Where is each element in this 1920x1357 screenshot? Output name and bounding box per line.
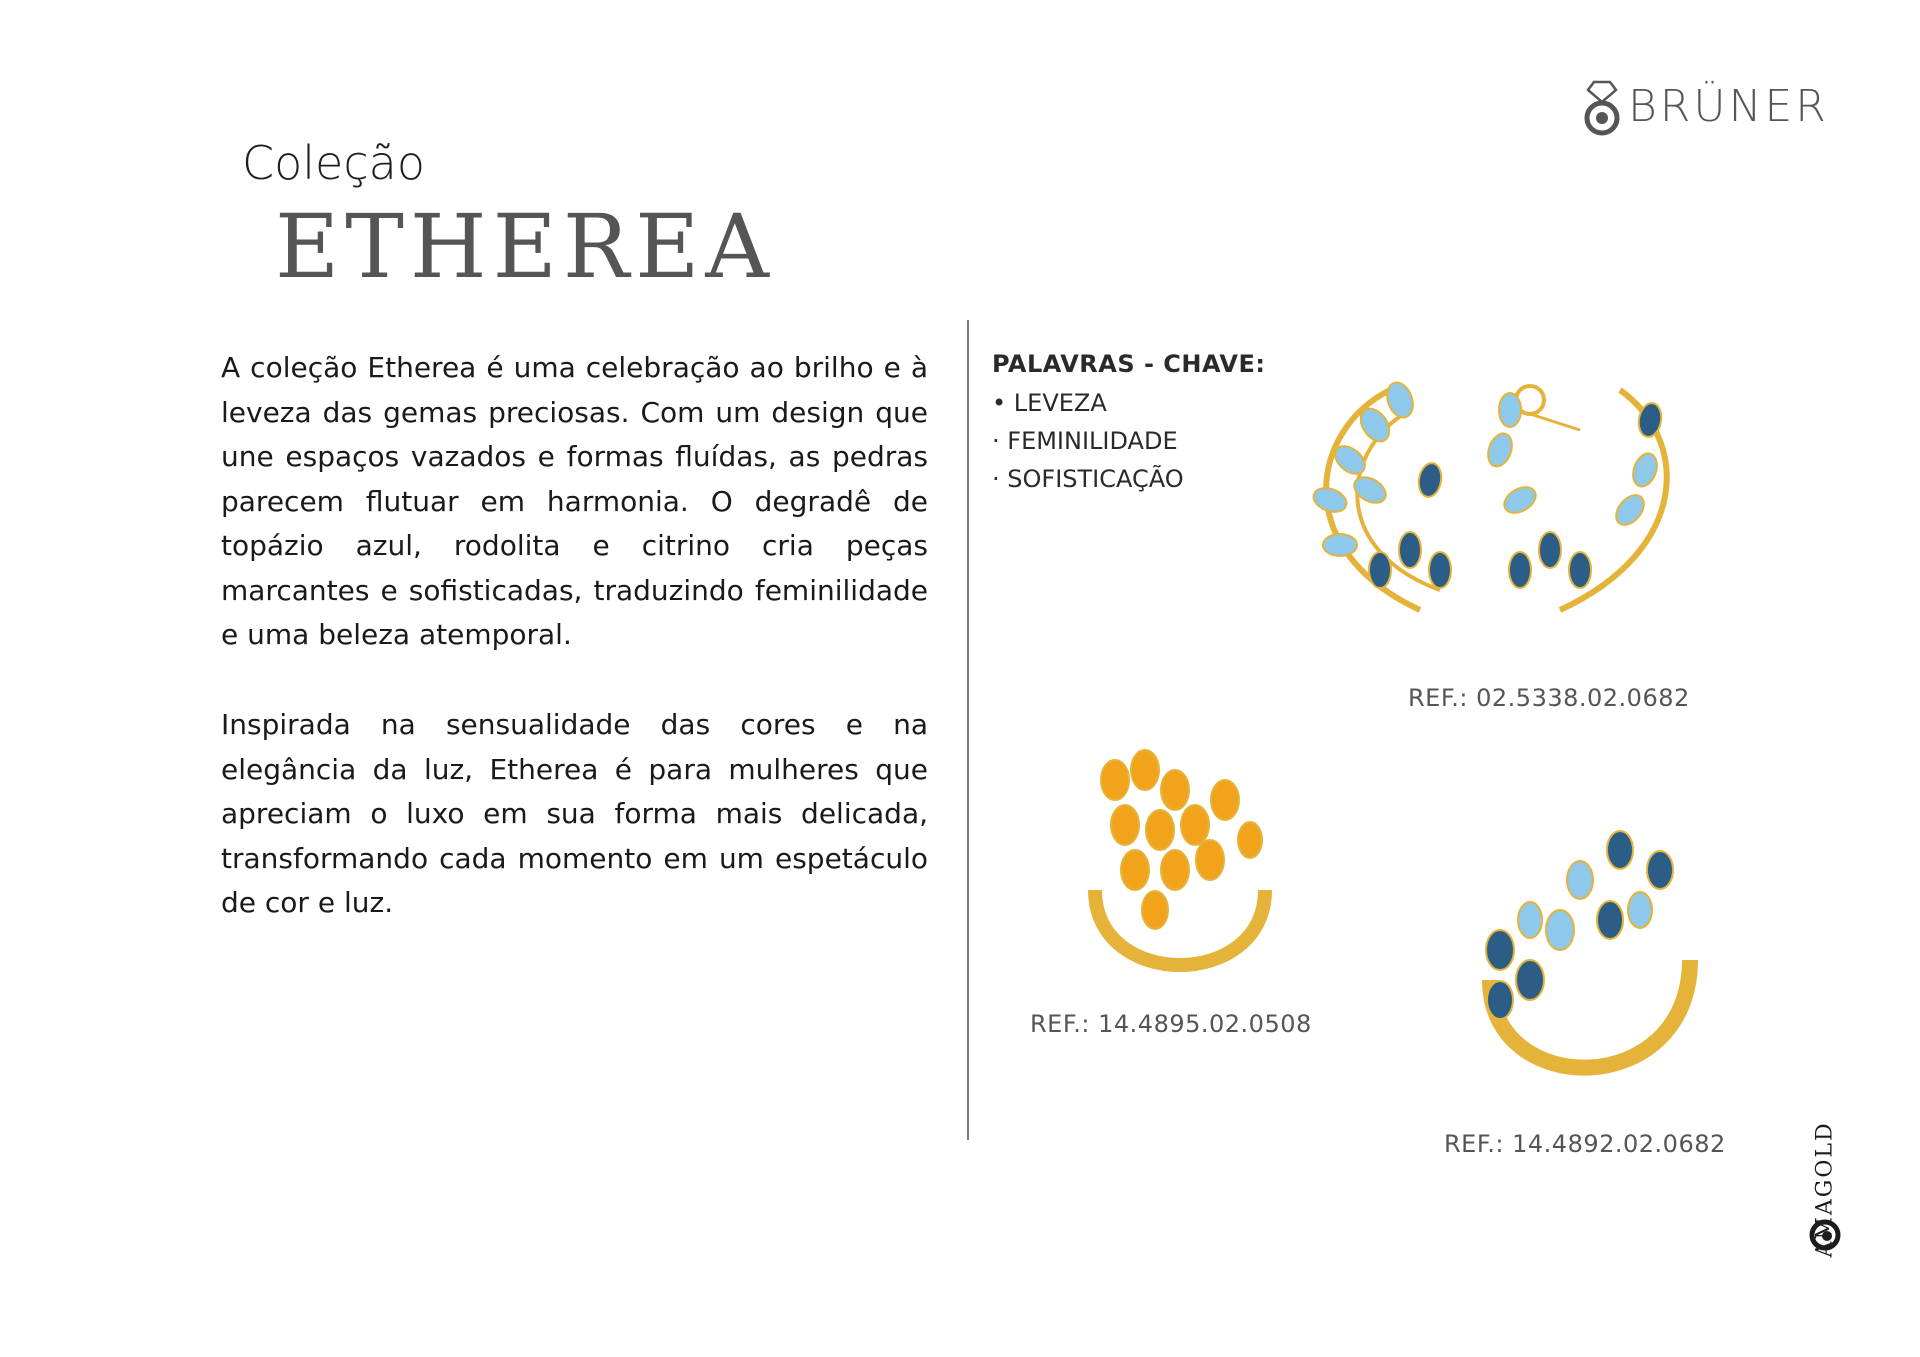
collection-title: ETHEREA bbox=[275, 195, 775, 298]
brand-name: BRÜNER bbox=[1628, 80, 1829, 132]
vertical-divider bbox=[967, 320, 969, 1140]
keyword-item: • LEVEZA bbox=[992, 389, 1107, 417]
collection-label: Coleção bbox=[242, 136, 425, 190]
amagold-name: AMAGOLD bbox=[1812, 1121, 1838, 1258]
product-ref-earrings: REF.: 02.5338.02.0682 bbox=[1408, 684, 1690, 712]
keywords-title: PALAVRAS - CHAVE: bbox=[992, 350, 1266, 378]
product-ref-topaz-ring: REF.: 14.4892.02.0682 bbox=[1444, 1130, 1726, 1158]
diamond-ring-icon bbox=[1580, 76, 1624, 136]
product-ref-citrine-ring: REF.: 14.4895.02.0508 bbox=[1030, 1010, 1312, 1038]
description-paragraph-2: Inspirada na sensualidade das cores e na elegância da luz, Etherea é para mulheres que apreciam o luxo em sua forma mais delicada, transformando cada momento em um espetáculo de cor e luz. bbox=[221, 708, 928, 919]
keyword-item: · SOFISTICAÇÃO bbox=[992, 465, 1184, 493]
brand-logo bbox=[1580, 76, 1880, 136]
keywords-list bbox=[992, 384, 1184, 498]
topaz-ring-image bbox=[1460, 830, 1720, 1100]
citrine-ring-image bbox=[1055, 730, 1305, 1000]
description-paragraph-1: A coleção Etherea é uma celebração ao brilho e à leveza das gemas preciosas. Com um design que une espaços vazados e formas fluídas, as pedras parecem flutuar em harmonia. O degradê de topázio azul, rodolita e citrino cria peças marcantes e sofisticadas, traduzindo feminilidade e uma beleza atemporal. bbox=[221, 351, 928, 651]
amagold-logo bbox=[1800, 1121, 1850, 1300]
keyword-item: · FEMINILIDADE bbox=[992, 427, 1178, 455]
earrings-image bbox=[1270, 370, 1700, 690]
